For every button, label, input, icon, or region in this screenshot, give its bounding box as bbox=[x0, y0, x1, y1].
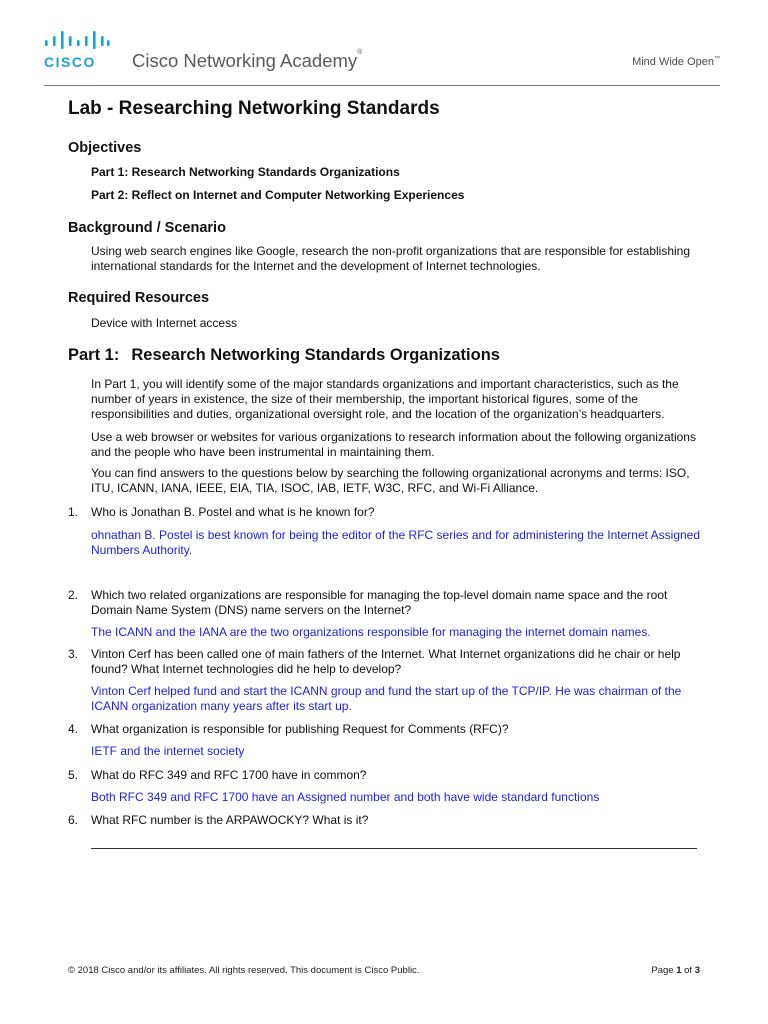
question-text: Who is Jonathan B. Postel and what is he known for? bbox=[91, 505, 375, 519]
part1-heading: Part 1: Research Networking Standards Organizations bbox=[68, 346, 500, 364]
answer-text[interactable]: Vinton Cerf helped fund and start the ICANN group and fund the start up of the TCP/IP. He was chairman of the ICANN organization many years after its start up. bbox=[91, 684, 682, 713]
question-number: 6. bbox=[68, 813, 79, 827]
objective-part-1: Part 1: Research Networking Standards Organizations bbox=[91, 165, 400, 179]
resources-text: Device with Internet access bbox=[91, 316, 238, 330]
answer-text[interactable]: The ICANN and the IANA are the two organizations responsible for managing the internet domain names. bbox=[91, 625, 651, 639]
part1-search-terms: You can find answers to the questions below by searching the following organizational acronyms and terms: ISO, ITU, ICANN, IANA, IEEE, EIA, TIA, ISOC, IAB, IETF, W3C, RFC, and Wi-Fi Alliance. bbox=[91, 466, 690, 495]
answer-text[interactable]: ohnathan B. Postel is best known for being the editor of the RFC series and for administering the Internet Assigned Numbers Authority. bbox=[91, 528, 701, 557]
question-text: What organization is responsible for publishing Request for Comments (RFC)? bbox=[91, 722, 509, 736]
tagline: Mind Wide Open™ bbox=[632, 56, 720, 68]
page-title: Lab - Researching Networking Standards bbox=[68, 98, 440, 119]
question-text: What RFC number is the ARPAWOCKY? What is it? bbox=[91, 813, 369, 827]
part1-instructions: Use a web browser or websites for various organizations to research information about the following organizations and the people who have been instrumental in maintaining them. bbox=[91, 430, 696, 459]
answer-text[interactable]: Both RFC 349 and RFC 1700 have an Assigned number and both have wide standard functions bbox=[91, 790, 600, 804]
footer-copyright: © 2018 Cisco and/or its affiliates. All rights reserved. This document is Cisco Public. bbox=[68, 965, 420, 976]
question-number: 3. bbox=[68, 647, 79, 661]
part1-intro: In Part 1, you will identify some of the major standards organizations and important characteristics, such as the number of years in existence, the size of their membership, the important historical figures, some of the responsibilities and duties, organizational oversight role, and the location of the organization’s headquarters. bbox=[91, 377, 679, 421]
resources-heading: Required Resources bbox=[68, 290, 210, 306]
header-divider bbox=[44, 85, 720, 86]
objective-part-2: Part 2: Reflect on Internet and Computer Networking Experiences bbox=[91, 188, 465, 202]
question-text: Which two related organizations are responsible for managing the top-level domain name space and the root Domain Name System (DNS) name servers on the Internet? bbox=[91, 588, 668, 617]
background-heading: Background / Scenario bbox=[68, 220, 226, 236]
question-number: 1. bbox=[68, 505, 79, 519]
cisco-wordmark: CISCO bbox=[44, 54, 96, 70]
question-number: 4. bbox=[68, 722, 79, 736]
cisco-logo-bars-icon bbox=[44, 31, 110, 49]
page-number: Page 1 of 3 bbox=[651, 965, 700, 976]
background-text: Using web search engines like Google, research the non-profit organizations that are responsible for establishing international standards for the Internet and the development of Internet technologies. bbox=[91, 244, 691, 273]
question-text: Vinton Cerf has been called one of main fathers of the Internet. What Internet organizations did he chair or help found? What Internet technologies did he help to develop? bbox=[91, 647, 681, 676]
question-number: 2. bbox=[68, 588, 79, 602]
academy-name: Cisco Networking Academy® bbox=[132, 49, 363, 71]
question-text: What do RFC 349 and RFC 1700 have in common? bbox=[91, 768, 367, 782]
answer-blank-line[interactable] bbox=[91, 848, 697, 849]
page-header bbox=[0, 0, 768, 90]
answer-text[interactable]: IETF and the internet society bbox=[91, 744, 245, 758]
objectives-heading: Objectives bbox=[68, 140, 142, 156]
question-number: 5. bbox=[68, 768, 79, 782]
